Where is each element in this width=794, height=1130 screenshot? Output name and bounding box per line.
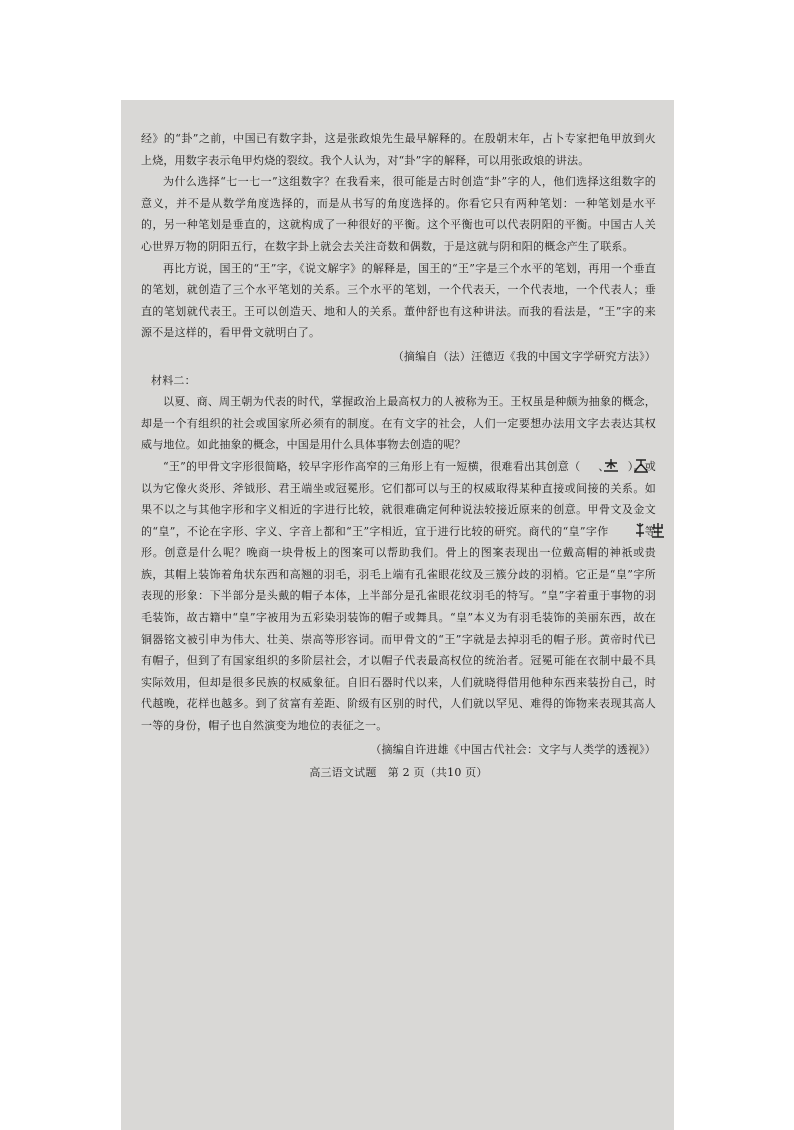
oracle-wang-glyph-1-icon (580, 457, 598, 473)
paragraph-5-part-a: “王”的甲骨文字形很简略，较早字形作高窄的三角形上有一短横，很难看出其创意（ (163, 459, 581, 473)
source-citation-2: （摘编自许进雄《中国古代社会：文字与人类学的透视》） (370, 742, 656, 756)
paragraph-2: 为什么选择“七一七一”这组数字？在我看来，很可能是古时创造“卦”字的人，他们选择这组数字的意义，并不是从数学角度选择的，而是从书写的角度选择的。你看它只有两种笔划：一种笔划是水平的，另一种笔划是垂直的，这就构成了一种很好的平衡。这个平衡也可以代表阴阳的平衡。中国古人关心世界万物的阴阳五行，在数字卦上就会去关注奇数和偶数，于是这就与阴和阳的概念产生了联系。 (141, 175, 656, 253)
exam-page (141, 128, 656, 784)
paragraph-5 (141, 456, 656, 737)
glyph-separator: 、 (598, 459, 610, 473)
paragraph-5-part-b: ）。或以为它像火炎形、斧钺形、君王端坐或冠冕形。它们都可以与王的权威取得某种直接或间接的关系。如果不以之与其他字形和字义相近的字进行比较，就很难确定何种说法较接近原来的创意。甲骨文及金文的“皇”，不论在字形、字义、字音上都和“王”字相近，宜于进行比较的研究。商代的“皇”字作 (141, 459, 656, 538)
paragraph-4: 以夏、商、周王朝为代表的时代，掌握政治上最高权力的人被称为王。王权虽是种颇为抽象的概念，却是一个有组织的社会或国家所必须有的制度。在有文字的社会，人们一定要想办法用文字去表达其权威与地位。如此抽象的概念，中国是用什么具体事物去创造的呢？ (141, 395, 656, 452)
paragraph-1: 经》的“卦”之前，中国已有数字卦，这是张政烺先生最早解释的。在殷朝末年，占卜专家把龟甲放到火上烧，用数字表示龟甲灼烧的裂纹。我个人认为，对“卦”字的解释，可以用张政烺的讲法。 (141, 132, 656, 167)
source-citation-1: （摘编自（法）汪德迈《我的中国文字学研究方法》） (392, 349, 656, 363)
paragraph-5-part-c: 等形。创意是什么呢？晚商一块骨板上的图案可以帮助我们。骨上的图案表现出一位戴高帽的神祇或贵族，其帽上装饰着角状东西和高翘的羽毛，羽毛上端有孔雀眼花纹及三簇分歧的羽梢。它正是“皇”字所表现的形象：下半部分是头戴的帽子本体，上半部分是孔雀眼花纹羽毛的特写。“皇”字着重于事物的羽毛装饰，故古籍中“皇”字被用为五彩染羽装饰的帽子或舞具。“皇”本义为有羽毛装饰的美丽东西，故在铜器铭文被引申为伟大、壮美、崇高等形容词。而甲骨文的“王”字就是去掉羽毛的帽子形。黄帝时代已有帽子，但到了有国家组织的多阶层社会，才以帽子代表最高权位的统治者。冠冕可能在衣制中最不具实际效用，但却是很多民族的权威象征。自旧石器时代以来，人们就晓得借用他种东西来装扮自己，时代越晚，花样也越多。到了贫富有差距、阶级有区别的时代，人们就以罕见、难得的饰物来表现其高人一等的身份，帽子也自然演变为地位的表征之一。 (141, 524, 657, 733)
oracle-wang-glyph-2-icon (610, 457, 628, 473)
oracle-huang-glyph-2-icon (627, 522, 645, 538)
page-footer: 高三语文试题 第 2 页（共10 页） (309, 766, 488, 780)
material-two-heading: 材料二： (151, 373, 196, 387)
scanned-page-photo (121, 100, 674, 1130)
oracle-huang-glyph-1-icon (609, 522, 627, 538)
paragraph-3: 再比方说，国王的“王”字，《说文解字》的解释是，国王的“王”字是三个水平的笔划，再用一个垂直的笔划，就创造了三个水平笔划的关系。三个水平的笔划，一个代表天，一个代表地，一个代表人；垂直的笔划就代表王。王可以创造天、地和人的关系。董仲舒也有这种讲法。而我的看法是，“王”字的来源不是这样的，看甲骨文就明白了。 (141, 261, 656, 340)
